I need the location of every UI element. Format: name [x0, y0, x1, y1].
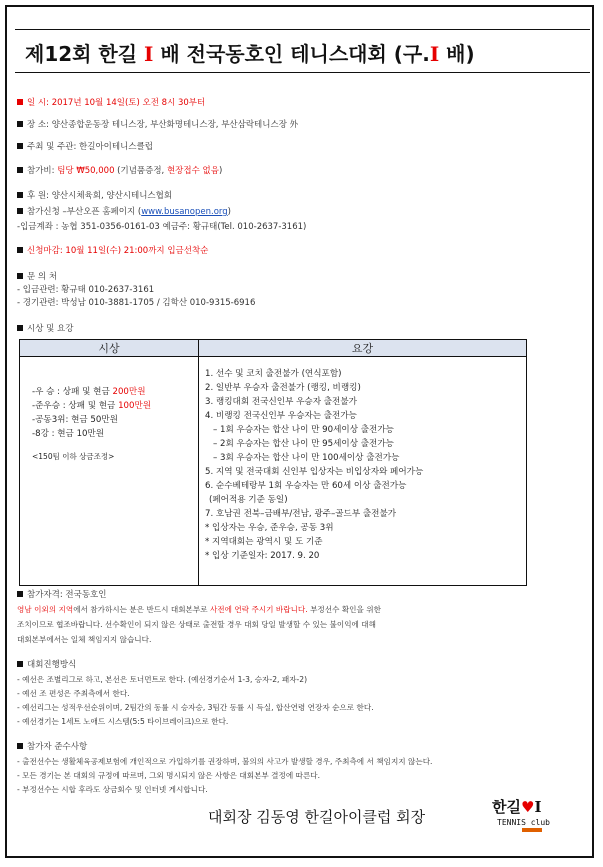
rule-item: (페어적용 기준 동일)	[209, 495, 288, 505]
rule-item: – 2회 우승자는 합산 나이 만 95세이상 출전가능	[213, 439, 394, 449]
rule-item: 7. 호남권 전북–금배부/전남, 광주–골드부 출전불가	[205, 509, 397, 519]
notice-line: - 부정선수는 시합 후라도 상금회수 및 인터넷 게시합니다.	[17, 785, 208, 794]
prize-item: -8강 : 현금 10만원	[32, 429, 105, 439]
rule-item: – 1회 우승자는 합산 나이 만 90세이상 출전가능	[213, 425, 394, 435]
prize-section-title: 시상 및 요강	[17, 324, 73, 335]
prize-item: -공동3위: 현금 50만원	[32, 415, 118, 425]
title-box	[15, 29, 590, 73]
rule-item: * 지역대회는 광역시 및 도 기준	[205, 537, 323, 547]
method-line: - 예선경기는 1세트 노애드 시스템(5:5 타이브레이크)으로 한다.	[17, 717, 229, 726]
square-bullet-icon	[17, 325, 23, 331]
square-bullet-icon	[17, 121, 23, 127]
prize-item: -우 승 : 상패 및 현금 200만원	[32, 387, 146, 397]
contact-title: 문 의 처	[17, 272, 57, 283]
square-bullet-icon	[17, 99, 23, 105]
heart-icon: ♥	[520, 798, 535, 816]
rule-item: 4. 비랭킹 전국신인부 우승자는 출전가능	[205, 411, 357, 421]
document-page	[5, 5, 594, 858]
qualification-title: 참가자격: 전국동호인	[17, 590, 106, 601]
club-logo	[492, 796, 558, 836]
notice-line: - 출전선수는 생활체육공제보험에 개인적으로 가입하기를 권장하며, 불의의 사고가 발생할 경우, 주최측에 서 책임지지 않는다.	[17, 757, 433, 766]
method-title: 대회진행방식	[17, 660, 76, 671]
page-title	[25, 38, 475, 67]
title-mark-1: I	[144, 42, 154, 66]
method-line: - 예선 조 편성은 주최측에서 한다.	[17, 689, 130, 698]
square-bullet-icon	[17, 192, 23, 198]
square-bullet-icon	[17, 208, 23, 214]
prize-item: -준우승 : 상패 및 현금 100만원	[32, 401, 152, 411]
info-apply: 참가신청 –부산오픈 홈페이지 (www.busanopen.org)	[17, 207, 231, 218]
method-line: - 예선리그는 성적우선순위이며, 2팀간의 동률 시 승자승, 3팀간 동률 시 득실, 합산연령 연장자 순으로 한다.	[17, 703, 374, 712]
contact-line-1: - 입금관련: 황규태 010-2637-3161	[17, 285, 155, 295]
rule-item: 6. 순수베테랑부 1회 우승자는 만 60세 이상 출전가능	[205, 481, 407, 491]
rule-item: 2. 일반부 우승자 출전불가 (랭킹, 비랭킹)	[205, 383, 361, 393]
square-bullet-icon	[17, 661, 23, 667]
homepage-link[interactable]: www.busanopen.org	[141, 207, 228, 217]
square-bullet-icon	[17, 273, 23, 279]
prize-header-left: 시상	[20, 340, 199, 357]
qualification-line-2: 조치이므로 협조바랍니다. 선수확인이 되지 않은 상태로 출전할 경우 대회 당일 발생할 수 있는 불이익에 대해	[17, 620, 376, 629]
notice-title: 참가자 준수사항	[17, 742, 87, 753]
qualification-line-3: 대회본부에서는 일체 책임지지 않습니다.	[17, 635, 152, 644]
square-bullet-icon	[17, 143, 23, 149]
prize-list-cell	[20, 357, 199, 586]
contact-line-2: - 경기관련: 박성남 010-3881-1705 / 김학산 010-9315-6916	[17, 298, 256, 308]
info-organizer: 주최 및 주관: 한길아이테니스클럽	[17, 142, 153, 153]
info-account: -입금계좌 : 농협 351-0356-0161-03 예금주: 황규태(Tel. 010-2637-3161)	[17, 222, 307, 232]
rules-cell	[199, 357, 527, 586]
info-deadline: 신청마감: 10월 11일(수) 21:00까지 입금선착순	[17, 246, 208, 257]
prize-note: <150팀 이하 상금조정>	[32, 452, 115, 461]
info-date: 일 시: 2017년 10월 14일(토) 오전 8시 30부터	[17, 98, 205, 109]
rule-item: 5. 지역 및 전국대회 신인부 입상자는 비입상자와 페어가능	[205, 467, 424, 477]
rule-item: 3. 랭킹대회 전국신인부 우승자 출전불가	[205, 397, 357, 407]
rule-item: 1. 선수 및 코치 출전불가 (연식포함)	[205, 369, 342, 379]
rule-item: – 3회 우승자는 합산 나이 만 100세이상 출전가능	[213, 453, 400, 463]
square-bullet-icon	[17, 743, 23, 749]
prize-table	[19, 339, 527, 586]
logo-bar	[522, 828, 542, 832]
prize-header-right: 요강	[199, 340, 527, 357]
logo-english: TENNIS club	[497, 818, 550, 827]
square-bullet-icon	[17, 247, 23, 253]
method-line: - 예선은 조별리그로 하고, 본선은 토너먼트로 한다. (예선경기순서 1-3, 승자-2, 패자-2)	[17, 675, 308, 684]
title-text-2: 배 전국동호인 테니스대회 (구.	[153, 42, 430, 66]
square-bullet-icon	[17, 167, 23, 173]
title-mark-2: I	[429, 42, 440, 66]
logo-korean: 한길♥I	[492, 798, 542, 816]
info-sponsor: 후 원: 양산시체육회, 양산시테니스협회	[17, 191, 172, 202]
square-bullet-icon	[17, 591, 23, 597]
signature: 대회장 김동영 한길아이클럽 회장	[208, 808, 426, 826]
rule-item: * 입상 기준일자: 2017. 9. 20	[205, 551, 320, 561]
title-text-1: 제12회 한길	[25, 42, 145, 66]
info-fee: 참가비: 팀당 ₩50,000 (기념품증정, 현장접수 없음)	[17, 166, 222, 177]
notice-line: - 모든 경기는 본 대회의 규정에 따르며, 그외 명시되지 않은 사항은 대회본부 결정에 따른다.	[17, 771, 321, 780]
info-venue: 장 소: 양산종합운동장 테니스장, 부산화명테니스장, 부산삼락테니스장 外	[17, 120, 298, 131]
rule-item: * 입상자는 우승, 준우승, 공동 3위	[205, 523, 334, 533]
title-text-3: 배)	[439, 42, 475, 66]
qualification-line-1: 영남 이외의 지역에서 참가하시는 분은 반드시 대회본부로 사전에 연락 주시기 바랍니다. 부정선수 확인을 위한	[17, 605, 381, 614]
